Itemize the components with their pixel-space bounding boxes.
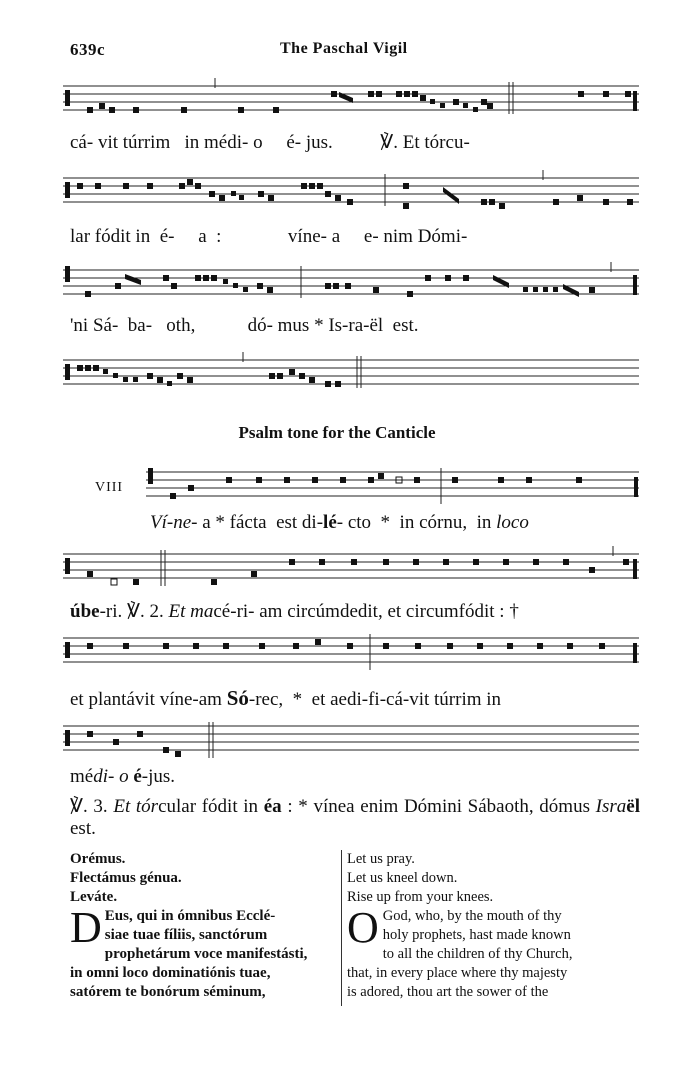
verse-3-f: Isra [595, 796, 627, 817]
psalm-lyric-3-c: -rec, * et aedi-fi-cá-vit túrrim in [248, 689, 502, 710]
verse-3-d: éa [263, 796, 282, 817]
english-prayer-line: to all the children of thy Church, [382, 946, 573, 962]
latin-prayer [70, 903, 340, 1002]
psalm-lyric-4-c: é [133, 766, 142, 787]
lyric-line-2: lar fódit in é- a : víne- a e- nim Dómi- [70, 226, 468, 247]
psalm-lyric-2-b: -ri. ℣. 2. [99, 601, 169, 622]
latin-prayer-line: Eus, qui in ómnibus Ecclé- [104, 908, 276, 924]
psalm-staff-2 [63, 546, 639, 586]
verse-3-a: ℣. 3. [70, 796, 114, 817]
verse-3-b: Et tór [113, 796, 159, 817]
psalm-lyric-1-c: lé [323, 512, 337, 533]
running-title: The Paschal Vigil [280, 40, 408, 57]
latin-initial: D [70, 903, 102, 952]
psalm-lyric-2-a: úbe [70, 601, 100, 622]
latin-prayer-line: satórem te bonórum séminum, [70, 984, 266, 1000]
latin-prayer-line: siae tuae fíliis, sanctórum [104, 927, 268, 943]
verse-3-e: : * vínea enim Dómini Sábaoth, dómus [281, 796, 596, 817]
psalm-lyric-4-a: mé [70, 766, 94, 787]
psalm-staff-3 [63, 630, 639, 670]
page-number: 639c [70, 40, 106, 59]
let-us-pray: Let us pray. [347, 851, 415, 867]
let-us-kneel: Let us kneel down. [347, 870, 458, 886]
verse-3-g: ël [626, 796, 640, 817]
latin-column [70, 850, 340, 1002]
english-column [347, 850, 639, 1002]
psalm-lyric-3-b: Só [226, 686, 249, 710]
column-divider [341, 850, 342, 1006]
psalm-lyric-4 [70, 766, 175, 788]
mode-label: VIII [95, 480, 124, 495]
psalm-lyric-3 [70, 686, 501, 711]
levate: Leváte. [70, 889, 118, 905]
lyric-line-3: 'ni Sá- ba- oth, dó- mus * Is-ra-ël est. [70, 315, 419, 336]
chant-staff-4 [63, 352, 639, 392]
chant-staff-3 [63, 262, 639, 302]
psalm-lyric-4-d: -jus. [141, 766, 176, 787]
oremus: Orémus. [70, 851, 126, 867]
rise-up: Rise up from your knees. [347, 889, 494, 905]
psalm-lyric-3-a: et plantávit víne-am [70, 689, 227, 710]
chant-staff-2 [63, 170, 639, 210]
psalm-lyric-1-a: Ví-ne- [150, 512, 198, 533]
english-prayer-line: holy prophets, hast made known [382, 927, 571, 943]
psalm-staff-1 [146, 464, 639, 504]
psalm-lyric-4-b: di- o [93, 766, 129, 787]
english-prayer-line: that, in every place where thy majesty [347, 965, 568, 981]
latin-prayer-line: prophetárum voce manifestásti, [104, 946, 308, 962]
page-header [70, 40, 634, 64]
verse-3-h: est. [70, 818, 96, 839]
psalm-lyric-1 [150, 512, 529, 534]
psalm-lyric-1-e: loco [496, 512, 529, 533]
verse-3-c: cular fódit in [158, 796, 264, 817]
psalm-tone-heading: Psalm tone for the Canticle [238, 423, 436, 442]
psalm-lyric-2-d: cé-ri- am circúmdedit, et circumfódit : † [213, 601, 519, 622]
flectamus-genua: Flectámus génua. [70, 870, 182, 886]
english-prayer-line: God, who, by the mouth of thy [382, 908, 562, 924]
psalm-lyric-2 [70, 600, 519, 623]
verse-3 [70, 796, 640, 840]
latin-prayer-line: in omni loco dominatiónis tuae, [70, 965, 271, 981]
psalm-lyric-1-d: - cto * in córnu, in [336, 512, 497, 533]
psalm-lyric-1-b: a * fácta est di- [197, 512, 324, 533]
lyric-line-1: cá- vit túrrim in médi- o é- jus. ℣. Et tórcu- [70, 132, 470, 153]
english-initial: O [347, 903, 379, 952]
psalm-lyric-2-c: Et ma [168, 601, 214, 622]
chant-staff-1 [63, 78, 639, 118]
psalm-staff-4 [63, 718, 639, 758]
english-prayer [347, 903, 639, 1002]
english-prayer-line: is adored, thou art the sower of the [347, 984, 549, 1000]
